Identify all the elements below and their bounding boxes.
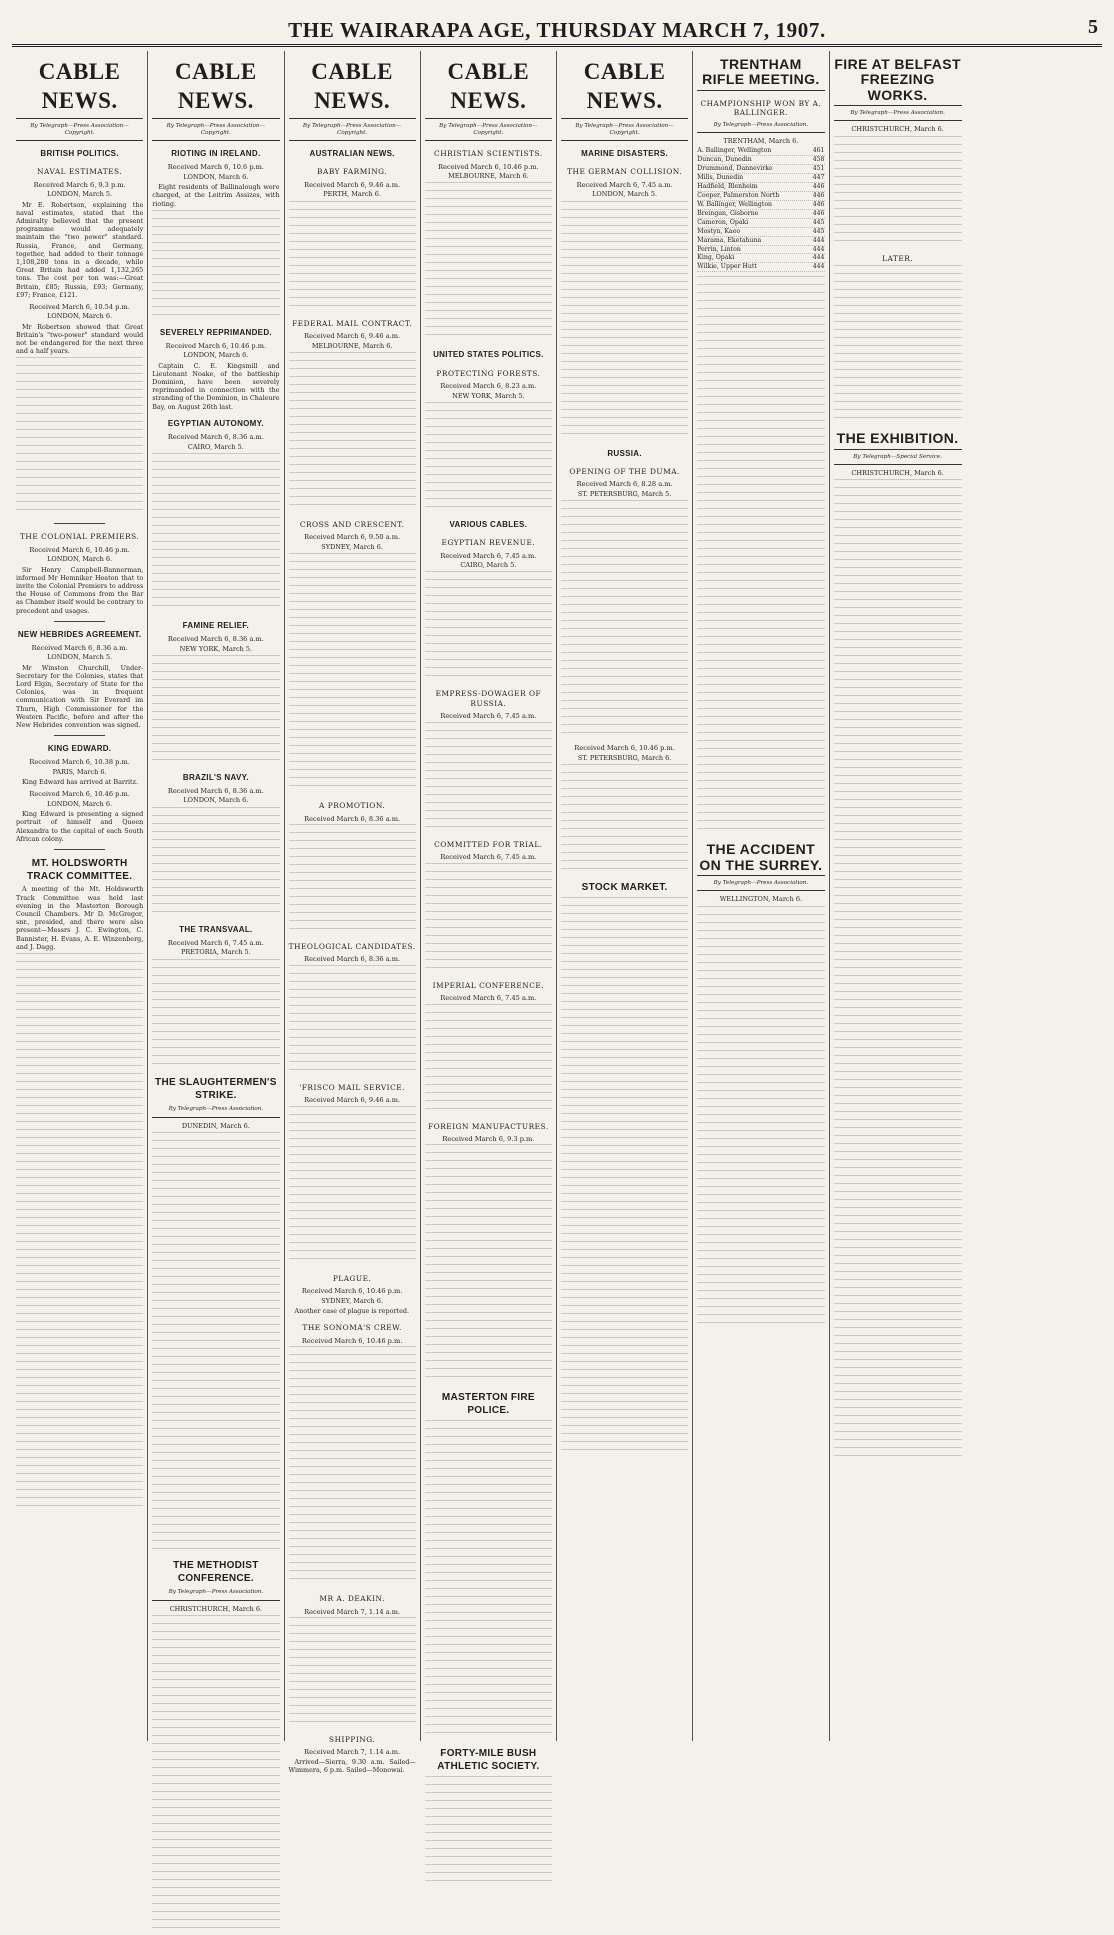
dateline: LONDON, March 6. — [183, 351, 249, 360]
received-line: Received March 6, 10.46 p.m. — [301, 1287, 403, 1296]
text-block — [425, 1144, 552, 1384]
dateline: SYDNEY, March 6. — [321, 1296, 383, 1305]
article-paragraph: Mr E. Robertson, explaining the naval estimates, stated that the Admiralty believed that the present programme would adequately maintain the "two power" standard. Russia, France, and Germany, together, had added to their tonnage 1,108,280 tons in a decade, while Great Britain had added 1,132,265 tons. The cost per ton was:—Great Britain, £85; Russia, £93; Germany, £97; France, £121. — [16, 200, 144, 299]
table-row: W. Ballinger, Wellington 446 — [697, 200, 825, 208]
column-5 — [557, 51, 693, 1741]
dateline: WELLINGTON, March 6. — [719, 895, 803, 904]
section-title: KING EDWARD. — [47, 744, 112, 754]
section-title: SHIPPING. — [329, 1735, 376, 1745]
section-title: MT. HOLDSWORTH TRACK COMMITTEE. — [26, 857, 133, 882]
received-line: Received March 7, 1.14 a.m. — [304, 1748, 401, 1757]
received-line: Received March 6, 8.36 a.m. — [167, 433, 264, 442]
text-block — [152, 453, 279, 613]
text-block — [561, 500, 688, 740]
received-line: Received March 6, 9.46 a.m. — [304, 1096, 401, 1105]
table-row: Breingan, Gisborne 446 — [697, 209, 825, 217]
section-heading: THE ACCIDENT ON THE SURREY. — [697, 842, 824, 876]
dateline: MELBOURNE, March 6. — [448, 172, 529, 181]
divider — [54, 849, 105, 850]
section-title: PLAGUE. — [332, 1273, 372, 1283]
table-row: King, Opaki 444 — [697, 254, 825, 262]
article-paragraph: Captain C. E. Kingsmill and Lieutenant Noake, of the battleship Dominion, have been severely reprimanded in connection with the stranding of the Dominion, in Chaleure Bay, on August 26th last. — [152, 361, 280, 411]
dateline: LONDON, March 6. — [47, 312, 113, 321]
dateline: LONDON, March 6. — [47, 555, 113, 564]
text-block — [289, 965, 416, 1075]
text-block — [425, 571, 552, 681]
byline: By Telegraph—Press Association—Copyright. — [561, 121, 688, 141]
table-row: Duncan, Dunedin 458 — [697, 156, 825, 164]
dateline: PRETORIA, March 5. — [181, 948, 251, 957]
section-title: THE METHODIST CONFERENCE. — [173, 1559, 259, 1584]
received-line: Received March 6, 7.45 a.m. — [167, 939, 264, 948]
section-title: A PROMOTION. — [319, 801, 386, 811]
byline: By Telegraph—Press Association. — [697, 120, 824, 133]
section-heading: TRENTHAM RIFLE MEETING. — [697, 57, 824, 91]
text-block — [289, 553, 416, 793]
text-block — [16, 357, 143, 517]
dateline: LONDON, March 6. — [183, 796, 249, 805]
table-row: A. Ballinger, Wellington 461 — [697, 147, 825, 155]
section-title: THE SONOMA'S CREW. — [302, 1323, 402, 1333]
table-row: Mills, Dunedin 447 — [697, 174, 825, 181]
section-subtitle: LATER. — [882, 253, 914, 263]
article-paragraph: Eight residents of Ballinalough were charged, at the Leitrim Assizes, with rioting. — [152, 183, 280, 208]
scores-table — [697, 147, 824, 272]
section-subtitle: COMMITTED FOR TRIAL. — [434, 839, 543, 849]
section-title: THE COLONIAL PREMIERS. — [19, 532, 140, 542]
text-block — [834, 479, 962, 1039]
received-line: Received March 6, 7.45 a.m. — [576, 180, 673, 189]
section-title: SEVERELY REPRIMANDED. — [159, 327, 272, 337]
received-line: Received March 6, 10.46 p.m. — [29, 790, 130, 799]
text-block — [561, 897, 688, 1457]
section-title: BRAZIL'S NAVY. — [182, 772, 249, 782]
column-4 — [421, 51, 557, 1772]
column-7 — [830, 51, 966, 1741]
received-line: Received March 6, 9.46 a.m. — [304, 180, 401, 189]
text-block — [425, 1776, 552, 1886]
article-paragraph: King Edward is presenting a signed portrait of himself and Queen Alexandra to the capital of each South African colony. — [16, 810, 144, 843]
dateline: CAIRO, March 5. — [187, 442, 244, 451]
column-1 — [12, 51, 148, 1741]
dateline: CAIRO, March 5. — [460, 561, 517, 569]
text-block — [289, 824, 416, 934]
byline: By Telegraph—Press Association. — [834, 108, 962, 121]
table-row: Drummond, Dannevirke 451 — [697, 165, 825, 173]
dateline: DUNEDIN, March 6. — [181, 1121, 250, 1130]
section-title: STOCK MARKET. — [581, 881, 668, 893]
text-block — [152, 959, 279, 1069]
dateline: LONDON, March 5. — [47, 653, 113, 662]
byline: By Telegraph—Press Association—Copyright. — [425, 121, 552, 141]
dateline: NEW YORK, March 5. — [452, 391, 525, 400]
text-block — [152, 655, 279, 765]
dateline: MELBOURNE, March 6. — [311, 341, 393, 350]
received-line: Received March 6, 8.36 a.m. — [304, 814, 401, 823]
article-paragraph: Another case of plague is reported. — [294, 1307, 409, 1316]
article-paragraph: Sir Henry Campbell-Bannerman, informed Mr Hemniker Heaton that to invite the Colonial Premiers to address the House of Commons from the Bar as Chamber itself would be contrary to precedent and usages. — [16, 565, 144, 615]
table-row: Cooper, Palmerston North 446 — [697, 191, 825, 199]
section-subtitle: OPENING OF THE DUMA. — [569, 466, 680, 476]
text-block — [152, 807, 279, 917]
article-paragraph: Arrived—Sierra, 9.30 a.m. Sailed—Wimmera, 6 p.m. Sailed—Monowai. — [288, 1757, 416, 1775]
section-subtitle: CHAMPIONSHIP WON BY A. BALLINGER. — [700, 98, 822, 118]
column-6 — [693, 51, 829, 1741]
page-number: 5 — [1088, 16, 1098, 38]
section-title: UNITED STATES POLITICS. — [433, 350, 544, 360]
text-block — [289, 1617, 416, 1727]
dateline: LONDON, March 5. — [47, 190, 113, 199]
dateline: ST. PETERSBURG, March 6. — [577, 753, 672, 762]
article-paragraph: Mr Winston Churchill, Under-Secretary for the Colonies, states that Lord Elgin, Secretary of State for the Colonies, was in frequent communication with Sir Everard im Thurn, High Commissioner for the Western Pacific, before and after the New Hebrides convention was signed. — [16, 663, 144, 730]
section-title: RUSSIA. — [607, 448, 642, 458]
section-title: THEOLOGICAL CANDIDATES. — [288, 941, 416, 951]
received-line: Received March 6, 10.46 p.m. — [438, 162, 539, 171]
masthead-title: THE WAIRARAPA AGE, THURSDAY MARCH 7, 1907. — [288, 18, 826, 42]
received-line: Received March 6, 8.36 a.m. — [167, 635, 264, 644]
section-subtitle: IMPERIAL CONFERENCE. — [432, 980, 545, 990]
text-block — [425, 1004, 552, 1114]
text-block — [16, 953, 143, 1513]
section-heading: THE EXHIBITION. — [834, 431, 962, 449]
divider — [54, 523, 105, 524]
section-title: MASTERTON FIRE POLICE. — [441, 1392, 535, 1417]
dateline: LONDON, March 6. — [183, 172, 249, 181]
cable-news-heading: CABLE NEWS. — [561, 57, 688, 119]
received-line: Received March 6, 10.46 p.m. — [574, 744, 675, 753]
section-subtitle: FOREIGN MANUFACTURES. — [428, 1121, 549, 1131]
byline: By Telegraph—Press Association—Copyright. — [16, 121, 143, 141]
section-subtitle: PROTECTING FORESTS. — [436, 368, 541, 378]
section-title: BRITISH POLITICS. — [40, 149, 119, 159]
text-block — [425, 1420, 552, 1740]
text-block — [289, 201, 416, 311]
received-line: Received March 6, 9.50 a.m. — [304, 533, 401, 542]
byline: By Telegraph—Press Association. — [697, 878, 824, 891]
section-subtitle: EGYPTIAN REVENUE. — [441, 538, 536, 548]
dateline: PARIS, March 6. — [52, 767, 107, 776]
received-line: Received March 6, 9.3 p.m. — [33, 180, 126, 189]
section-title: THE SLAUGHTERMEN'S STRIKE. — [155, 1076, 277, 1101]
byline: By Telegraph—Press Association—Copyright. — [289, 121, 416, 141]
table-row: Marama, Eketahuna 444 — [697, 236, 825, 244]
section-title: AUSTRALIAN NEWS. — [309, 149, 395, 159]
dateline: LONDON, March 5. — [592, 190, 658, 199]
dateline: PERTH, March 6. — [323, 190, 382, 199]
text-block — [425, 182, 552, 342]
text-block — [152, 1132, 279, 1552]
byline: By Telegraph—Press Association—Copyright. — [152, 121, 279, 141]
cable-news-heading: CABLE NEWS. — [16, 57, 143, 119]
received-line: Received March 6, 10.38 p.m. — [29, 758, 130, 767]
text-block — [152, 210, 279, 320]
received-line: Received March 6, 8.36 a.m. — [167, 787, 264, 796]
dateline: CHRISTCHURCH, March 6. — [169, 1604, 263, 1613]
section-title: THE TRANSVAAL. — [179, 924, 253, 934]
article-paragraph: Mr Robertson showed that Great Britain's "two-power" standard would not be endangered for the next three and a half years. — [16, 322, 144, 356]
dateline: LONDON, March 6. — [47, 799, 113, 808]
section-title: FORTY-MILE BUSH ATHLETIC SOCIETY. — [437, 1748, 540, 1772]
dateline: NEW YORK, March 5. — [179, 644, 253, 653]
received-line: Received March 6, 10.46 p.m. — [301, 1336, 403, 1345]
text-block — [561, 764, 688, 874]
received-line: Received March 6, 8.28 a.m. — [576, 480, 673, 489]
column-3 — [285, 51, 421, 1775]
section-title: FEDERAL MAIL CONTRACT. — [292, 318, 413, 328]
cable-news-heading: CABLE NEWS. — [425, 57, 552, 119]
received-line: Received March 6, 8.23 a.m. — [440, 382, 537, 391]
text-block — [425, 722, 552, 832]
text-block — [289, 1346, 416, 1586]
byline: By Telegraph—Press Association. — [152, 1104, 279, 1117]
dateline: TRENTHAM, March 6. — [723, 136, 799, 145]
byline: By Telegraph—Special Service. — [834, 452, 962, 465]
text-block — [289, 352, 416, 512]
section-title: CHRISTIAN SCIENTISTS. — [434, 149, 543, 159]
received-line: Received March 6, 8.36 a.m. — [304, 955, 401, 964]
table-row: Hadfield, Blenheim 446 — [697, 182, 825, 190]
text-block — [425, 863, 552, 973]
dateline: ST. PETERSBURG, March 5. — [577, 489, 672, 498]
received-line: Received March 6, 9.46 a.m. — [304, 332, 401, 341]
section-title: VARIOUS CABLES. — [449, 519, 528, 529]
dateline: SYDNEY, March 6. — [321, 542, 383, 551]
section-title: EGYPTIAN AUTONOMY. — [167, 418, 264, 428]
section-title: FAMINE RELIEF. — [182, 620, 250, 630]
received-line: Received March 6, 10.6 p.m. — [167, 163, 264, 172]
received-line: Received March 6, 7.45 a.m. — [440, 712, 537, 721]
received-line: Received March 6, 10.46 p.m. — [29, 545, 130, 554]
text-block — [152, 1615, 279, 1935]
received-line: Received March 6, 10.46 p.m. — [165, 341, 267, 350]
table-row: Cameron, Opaki 445 — [697, 218, 825, 226]
section-title: 'FRISCO MAIL SERVICE. — [299, 1082, 406, 1092]
text-block — [697, 276, 824, 836]
text-block — [834, 265, 962, 425]
table-row: Mostyn, Kaeo 445 — [697, 227, 825, 235]
received-line: Received March 6, 8.36 a.m. — [31, 643, 128, 652]
received-line: Received March 6, 9.3 p.m. — [442, 1134, 535, 1143]
table-row: Wilkie, Upper Hutt 444 — [697, 263, 825, 271]
divider — [54, 621, 105, 622]
section-subtitle: EMPRESS-DOWAGER OF RUSSIA. — [435, 689, 542, 708]
received-line: Received March 6, 7.45 a.m. — [440, 994, 537, 1003]
received-line: Received March 6, 10.54 p.m. — [29, 302, 130, 311]
section-heading: FIRE AT BELFAST FREEZING WORKS. — [834, 57, 962, 106]
byline: By Telegraph—Press Association. — [152, 1587, 279, 1600]
section-subtitle: NAVAL ESTIMATES. — [37, 167, 123, 177]
divider — [54, 735, 105, 736]
section-subtitle: BABY FARMING. — [317, 167, 388, 177]
section-title: MARINE DISASTERS. — [581, 149, 669, 159]
section-title: NEW HEBRIDES AGREEMENT. — [17, 629, 142, 639]
section-title: RIOTING IN IRELAND. — [171, 149, 261, 159]
text-block — [289, 1106, 416, 1266]
cable-news-heading: CABLE NEWS. — [152, 57, 279, 119]
columns — [12, 51, 1102, 1775]
received-line: Received March 7, 1.14 a.m. — [304, 1607, 401, 1616]
article-paragraph: King Edward has arrived at Barritz. — [22, 778, 139, 787]
text-block — [425, 402, 552, 512]
text-block — [697, 906, 824, 1326]
section-title: MR A. DEAKIN. — [319, 1594, 385, 1604]
cable-news-heading: CABLE NEWS. — [289, 57, 416, 119]
section-subtitle: THE GERMAN COLLISION. — [567, 167, 683, 177]
text-block — [834, 136, 962, 246]
column-2 — [148, 51, 284, 1741]
dateline: CHRISTCHURCH, March 6. — [851, 468, 944, 477]
dateline: CHRISTCHURCH, March 6. — [851, 125, 944, 134]
text-block — [561, 201, 688, 441]
article-paragraph: A meeting of the Mt. Holdsworth Track Committee was held last evening in the Masterton Borough Council Chambers. Mr D. McGregor, snr., presided, and there were also present—Messrs J. C. Ewington, C. Bannister, H. Evans, A. E. Winzenberg, and J. Dagg. — [16, 885, 144, 951]
masthead — [12, 14, 1102, 47]
table-row: Perrin, Linton 444 — [697, 245, 825, 253]
received-line: Received March 6, 7.45 a.m. — [440, 551, 537, 560]
received-line: Received March 6, 7.45 a.m. — [440, 853, 537, 862]
text-block — [834, 1039, 962, 1459]
section-title: CROSS AND CRESCENT. — [299, 519, 405, 529]
